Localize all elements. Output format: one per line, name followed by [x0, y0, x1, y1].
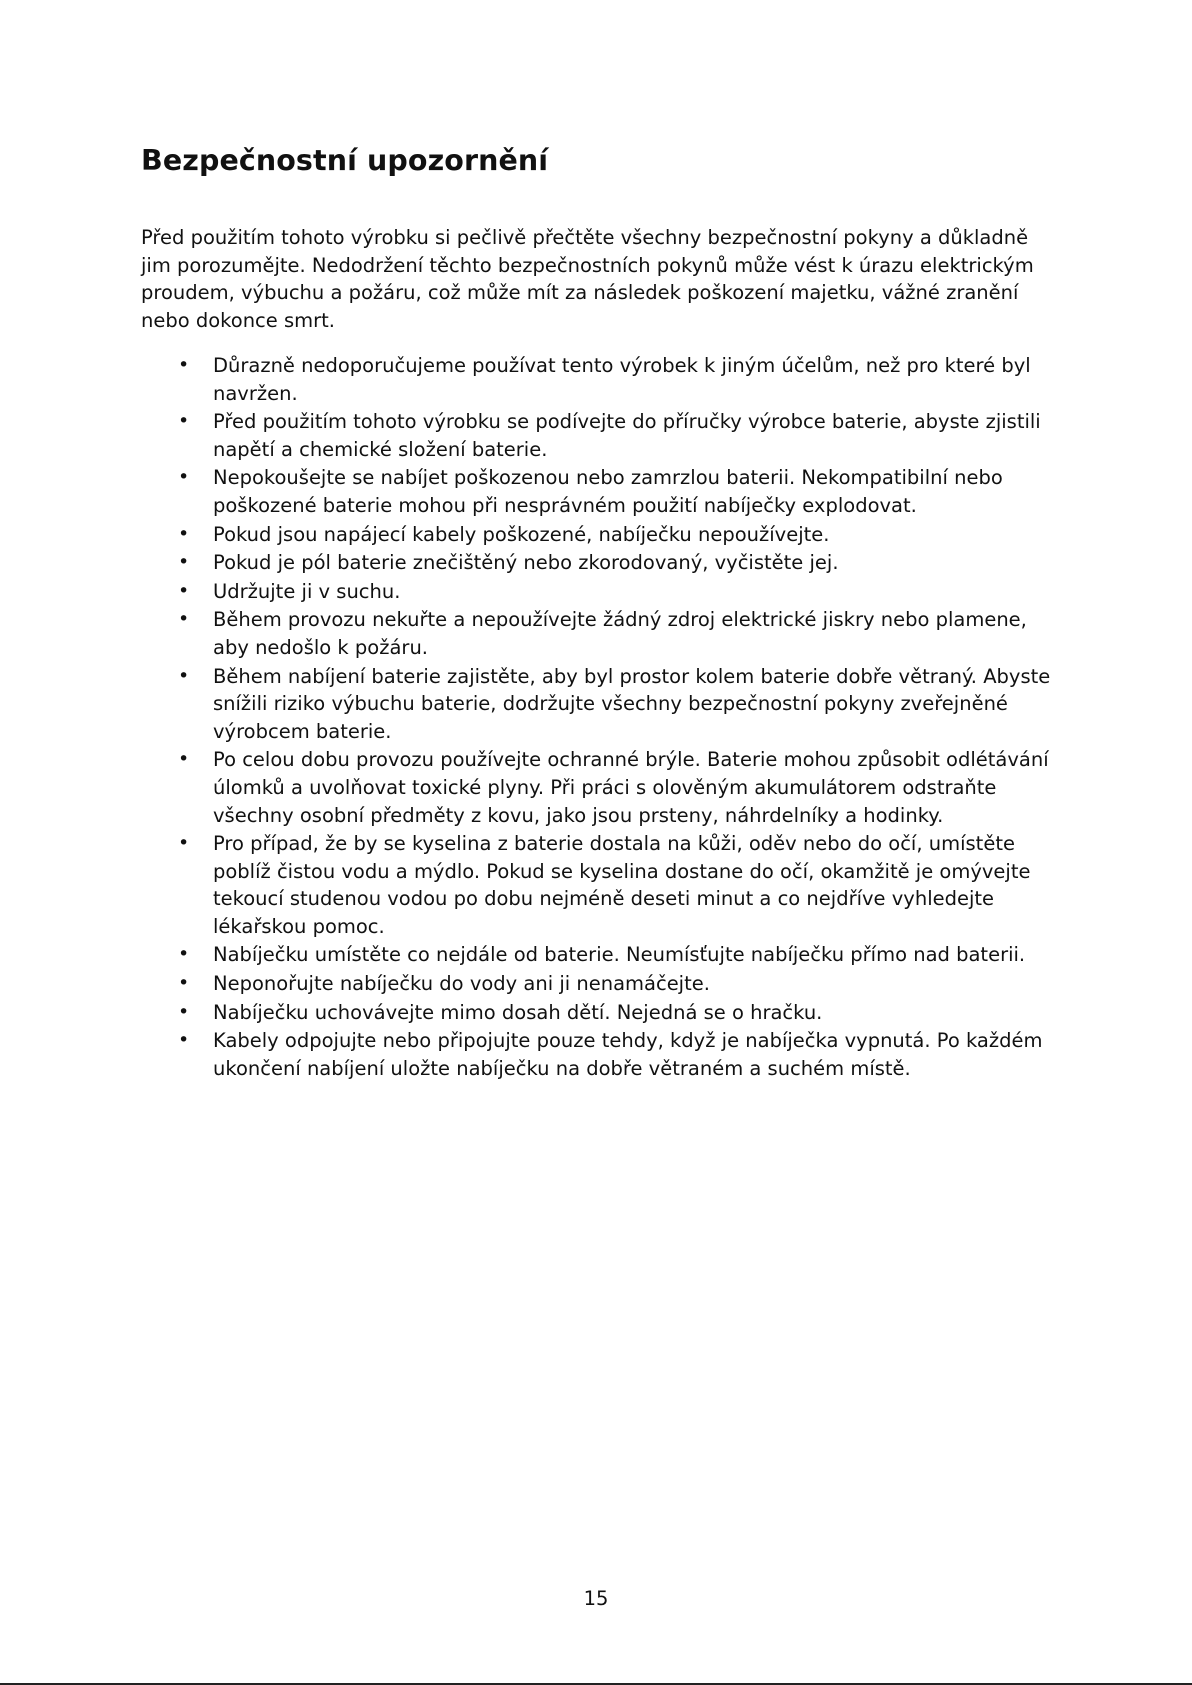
list-item [141, 999, 1061, 1027]
list-item-text: Nabíječku uchovávejte mimo dosah dětí. Nejedná se o hračku. [213, 1000, 823, 1024]
list-item [141, 408, 1061, 463]
list-item-text: Pokud jsou napájecí kabely poškozené, nabíječku nepoužívejte. [213, 522, 830, 546]
bullet-icon: • [178, 943, 190, 966]
list-item [141, 352, 1061, 407]
safety-instructions-list [141, 352, 1061, 1083]
list-item [141, 578, 1061, 606]
list-item [141, 746, 1061, 829]
list-item-text: Nepokoušejte se nabíjet poškozenou nebo zamrzlou baterii. Nekompatibilní nebo poškozené baterie mohou při nesprávném použití nabíječky explodovat. [213, 466, 1003, 517]
bullet-icon: • [178, 748, 190, 771]
list-item [141, 830, 1061, 940]
bullet-icon: • [178, 1000, 190, 1023]
list-item-text: Během nabíjení baterie zajistěte, aby byl prostor kolem baterie dobře větraný. Abyste snížili riziko výbuchu baterie, dodržujte všechny bezpečnostní pokyny zveřejněné výrobcem baterie. [213, 664, 1051, 743]
list-item [141, 941, 1061, 969]
list-item-text: Kabely odpojujte nebo připojujte pouze tehdy, když je nabíječka vypnutá. Po každém ukončení nabíjení uložte nabíječku na dobře větraném a suchém místě. [213, 1029, 1043, 1080]
bullet-icon: • [178, 522, 190, 545]
bullet-icon: • [178, 972, 190, 995]
list-item [141, 663, 1061, 746]
list-item-text: Pokud je pól baterie znečištěný nebo zkorodovaný, vyčistěte jej. [213, 551, 839, 575]
list-item-text: Nabíječku umístěte co nejdále od baterie. Neumísťujte nabíječku přímo nad baterii. [213, 943, 1026, 967]
bullet-icon: • [178, 832, 190, 855]
list-item-text: Důrazně nedoporučujeme používat tento výrobek k jiným účelům, než pro které byl navržen. [213, 354, 1031, 405]
list-item-text: Před použitím tohoto výrobku se podívejte do příručky výrobce baterie, abyste zjistili napětí a chemické složení baterie. [213, 410, 1041, 461]
bullet-icon: • [178, 1029, 190, 1052]
list-item [141, 464, 1061, 519]
bullet-icon: • [178, 354, 190, 376]
list-item-text: Během provozu nekuřte a nepoužívejte žádný zdroj elektrické jiskry nebo plamene, aby nedošlo k požáru. [213, 608, 1027, 659]
list-item-text: Neponořujte nabíječku do vody ani ji nenamáčejte. [213, 972, 710, 996]
bullet-icon: • [178, 579, 190, 602]
list-item-text: Po celou dobu provozu používejte ochranné brýle. Baterie mohou způsobit odlétávání úlomků a uvolňovat toxické plyny. Při práci s olověným akumulátorem odstraňte všechny osobní předměty z kovu, jako jsou prsteny, náhrdelníky a hodinky. [213, 748, 1049, 827]
page-number: 15 [583, 1587, 609, 1610]
list-item [141, 521, 1061, 549]
bullet-icon: • [178, 410, 190, 433]
list-item [141, 1027, 1061, 1082]
list-item [141, 549, 1061, 577]
list-item-text: Pro případ, že by se kyselina z baterie dostala na kůži, oděv nebo do očí, umístěte poblíž čistou vodu a mýdlo. Pokud se kyselina dostane do očí, okamžitě je omývejte tekoucí studenou vodou po dobu nejméně deseti minut a co nejdříve vyhledejte lékařskou pomoc. [213, 832, 1031, 938]
bullet-icon: • [178, 466, 190, 489]
bullet-icon: • [178, 608, 190, 631]
list-item-text: Udržujte ji v suchu. [213, 579, 401, 603]
bullet-icon: • [178, 551, 190, 574]
list-item [141, 970, 1061, 998]
page-title: Bezpečnostní upozornění [141, 144, 549, 177]
intro-paragraph: Před použitím tohoto výrobku si pečlivě přečtěte všechny bezpečnostní pokyny a důkladně jim porozumějte. Nedodržení těchto bezpečnostních pokynů může vést k úrazu elektrickým proudem, výbuchu a požáru, což může mít za následek poškození majetku, vážné zranění nebo dokonce smrt. [141, 226, 1034, 332]
bullet-icon: • [178, 664, 190, 687]
list-item [141, 606, 1061, 661]
